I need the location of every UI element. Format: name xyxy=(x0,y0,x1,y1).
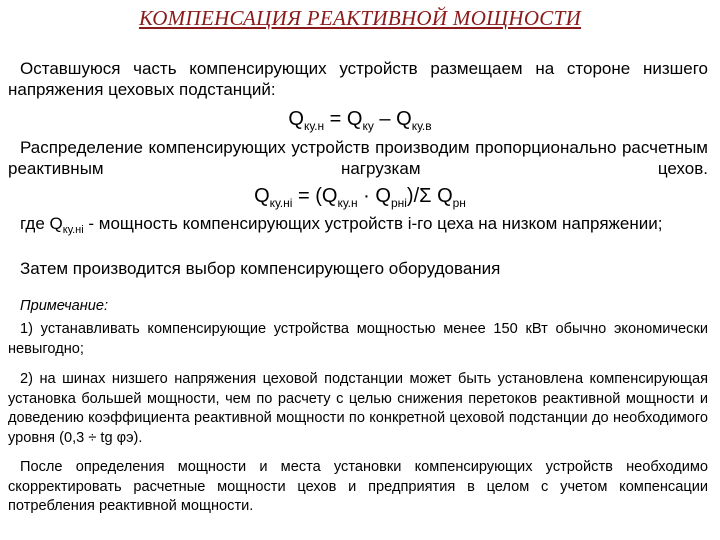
paragraph-distribution-text: Распределение компенсирующих устройств производим пропорционально расчетным реактивным нагрузкам цехов. xyxy=(8,138,708,178)
note-item-3 xyxy=(8,458,708,517)
page-title: КОМПЕНСАЦИЯ РЕАКТИВНОЙ МОЩНОСТИ xyxy=(138,6,582,30)
paragraph-placement xyxy=(8,58,708,100)
formula-symbol: Q xyxy=(254,185,270,207)
formula-symbol: Q xyxy=(321,185,338,207)
paragraph-equipment-choice xyxy=(8,258,708,279)
paragraph-equipment-choice-text: Затем производится выбор компенсирующего оборудования xyxy=(20,259,501,278)
paragraph-placement-text: Оставшуюся часть компенсирующих устройств размещаем на стороне низшего напряжения цеховых подстанций: xyxy=(8,59,708,99)
note-item-1-text: 1) устанавливать компенсирующие устройства мощностью менее 150 кВт обычно экономически невыгодно; xyxy=(8,321,708,357)
formula-subscript: ку.нi xyxy=(269,196,293,210)
formula-symbol: Q xyxy=(375,185,391,207)
definition-text: - мощность компенсирующих устройств i-го цеха на низком напряжении; xyxy=(83,214,663,233)
formula-compensation-remaining xyxy=(0,107,720,138)
note-item-2-text: 2) на шинах низшего напряжения цеховой подстанции может быть установлена компенсирующая установка большей мощности, чем по расчету с целью снижения перетоков реактивной мощности и доведению коэффициента реактивной мощности по конкретной цеховой подстанции до необходимого уровня (0,3 ÷ tg φэ). xyxy=(8,371,708,446)
formula-subscript: рн xyxy=(452,196,466,210)
definition-lead: где Q xyxy=(20,214,63,233)
formula-subscript: ку.н xyxy=(337,196,358,210)
formula-operator: – xyxy=(373,108,397,130)
note-item-1 xyxy=(8,320,708,359)
paragraph-distribution xyxy=(8,137,708,179)
formula-workshop-distribution xyxy=(0,184,720,215)
formula-subscript: ку.в xyxy=(411,119,432,133)
note-title: Примечание: xyxy=(20,298,109,314)
formula-operator: = xyxy=(324,108,347,130)
formula-symbol: Q xyxy=(346,108,363,130)
formula-operator: )/Σ xyxy=(406,185,438,207)
note-item-2 xyxy=(8,370,708,448)
note-item-3-text: После определения мощности и места установки компенсирующих устройств необходимо скорректировать расчетные мощности цехов и предприятия в целом с учетом компенсации потребления реактивной мощности. xyxy=(8,459,708,515)
definition-subscript: ку.нi xyxy=(62,224,84,236)
formula-subscript: ку xyxy=(362,119,374,133)
formula-subscript: рнi xyxy=(390,196,407,210)
formula-operator: · xyxy=(357,185,376,207)
formula-symbol: Q xyxy=(437,185,453,207)
formula-operator: = ( xyxy=(292,185,322,207)
formula-subscript: ку.н xyxy=(303,119,325,133)
paragraph-definition xyxy=(8,213,708,241)
formula-symbol: Q xyxy=(288,108,304,130)
formula-symbol: Q xyxy=(396,108,412,130)
